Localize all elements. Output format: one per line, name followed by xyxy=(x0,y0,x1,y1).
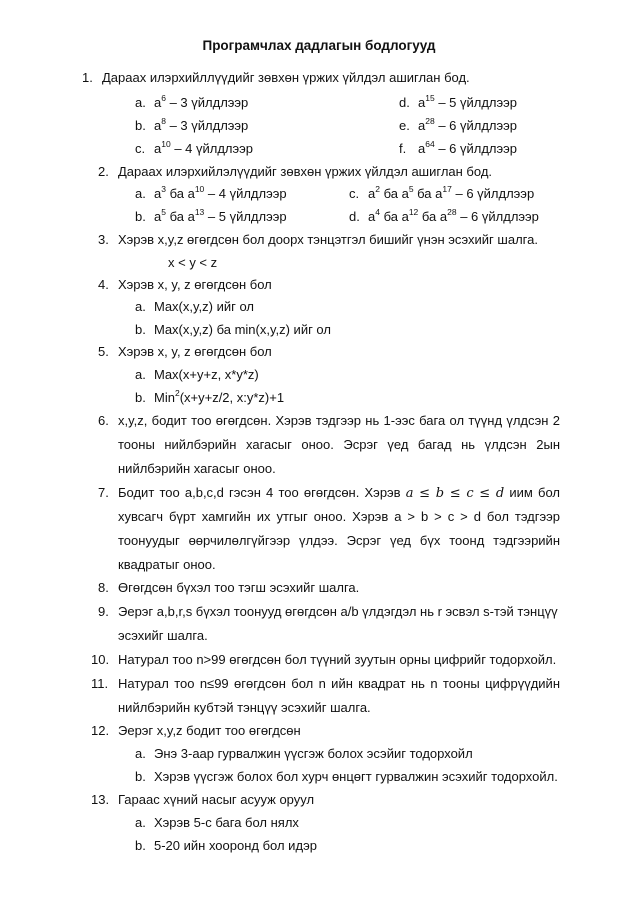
sub-item: $a^{10} - 4$ үйлдлээр xyxy=(154,138,254,156)
item-number: 6. xyxy=(98,413,109,428)
item-number: 3. xyxy=(98,232,109,247)
item-text: Эерэг a,b,r,s бүхэл тоонууд өгөгдсөн a/b үлдэгдэл нь r эсвэл s-тэй тэнцүү xyxy=(118,604,558,619)
item-text: нийлбэрийн хагасыг оноо. xyxy=(118,461,276,476)
item-text: Өгөгдсөн бүхэл тоо тэгш эсэхийг шалга. xyxy=(118,580,360,595)
sub-item: $a^2$ ба $a^5$ ба $a^{17} - 6$ үйлдлээр xyxy=(368,183,535,201)
item-number: 13. xyxy=(91,792,110,807)
sub-item: Max(x,y,z) ба min(x,y,z) ийг ол xyxy=(154,322,331,337)
sub-label: a. xyxy=(135,299,146,314)
sub-label: f. xyxy=(399,141,407,156)
sub-label: b. xyxy=(135,769,146,784)
item-number: 11. xyxy=(91,676,109,691)
item-number: 1. xyxy=(82,70,93,85)
item-number: 2. xyxy=(98,164,109,179)
sub-label: a. xyxy=(135,815,146,830)
sub-item: $a^3$ ба $a^{10} - 4$ үйлдлээр xyxy=(154,183,287,201)
item-text: Натурал тоо n>99 өгөгдсөн бол түүний зуутын орны цифрийг тодорхойл. xyxy=(118,652,557,667)
sub-label: a. xyxy=(135,95,146,110)
sub-item: $a^8 - 3$ үйлдлээр xyxy=(154,115,249,133)
sub-item: $a^6 - 3$ үйлдлээр xyxy=(154,92,249,110)
inequality: x < y < z xyxy=(168,255,218,270)
sub-item: Хэрэв үүсгэж болох бол хурч өнцөгт гурвалжин эсэхийг тодорхойл. xyxy=(154,769,558,784)
sub-label: e. xyxy=(399,118,410,133)
item-text: тооны нийлбэрийн хагасыг оноо. Эсрэг үед багад нь үлдсэн 2ын xyxy=(118,437,560,452)
item-text: хувсагч бүрт хамгийн их утгыг оноо. Хэрэв a > b > c > d бол тэдгээр xyxy=(118,509,560,524)
sub-label: b. xyxy=(135,838,146,853)
sub-label: d. xyxy=(399,95,410,110)
item-number: 7. xyxy=(98,485,109,500)
sub-label: a. xyxy=(135,186,146,201)
sub-item: $a^4$ ба $a^{12}$ ба $a^{28} - 6$ үйлдлээр xyxy=(368,206,539,224)
sub-item: 5-20 ийн хооронд бол идэр xyxy=(154,838,318,853)
sub-item: $a^{28} - 6$ үйлдлээр xyxy=(418,115,518,133)
sub-label: d. xyxy=(349,209,360,224)
sub-item: Min$^2$(x+y+z/2, x:y*z)+1 xyxy=(154,387,285,405)
item-text: тоонуудыг өөрчилөлгүйгээр үлдээ. Эсрэг үед бүх тоонд тэдгээрийн xyxy=(118,533,560,548)
item-text: эсэхийг шалга. xyxy=(118,628,208,643)
item-number: 9. xyxy=(98,604,109,619)
item-number: 10. xyxy=(91,652,110,667)
item-text: Хэрэв x,y,z өгөгдсөн бол доорх тэнцэтгэл бишийг үнэн эсэхийг шалга. xyxy=(118,232,538,247)
sub-label: b. xyxy=(135,209,146,224)
item-number: 8. xyxy=(98,580,109,595)
item-number: 4. xyxy=(98,277,109,292)
item-text: Дараах илэрхийллүүдийг зөвхөн үржих үйлдэл ашиглан бод. xyxy=(102,70,470,85)
page-title: Програмчлах дадлагын бодлогууд xyxy=(202,38,436,53)
sub-label: c. xyxy=(349,186,360,201)
sub-label: a. xyxy=(135,746,146,761)
item-text: нийлбэрийн кубтэй тэнцүү эсэхийг шалга. xyxy=(118,700,371,715)
sub-item: Энэ 3-аар гурвалжин үүсгэж болох эсэйиг тодорхойл xyxy=(154,746,473,761)
item-text: Дараах илэрхийлэлүүдийг зөвхөн үржих үйлдэл ашиглан бод. xyxy=(118,164,493,179)
sub-item: Хэрэв 5-с бага бол нялх xyxy=(154,815,299,830)
sub-label: a. xyxy=(135,367,146,382)
item-number: 5. xyxy=(98,344,109,359)
sub-label: c. xyxy=(135,141,146,156)
sub-item: $a^5$ ба $a^{13} - 5$ үйлдлээр xyxy=(154,206,287,224)
item-text: Бодит тоо a,b,c,d гэсэн 4 тоо өгөгдсөн. Хэрэв a ≤ b ≤ c ≤ d иим бол xyxy=(118,485,560,501)
item-text: Гараас хүний насыг асууж оруул xyxy=(118,792,315,807)
item-text: Хэрэв x, y, z өгөгдсөн бол xyxy=(118,344,272,359)
item-text: Эерэг x,y,z бодит тоо өгөгдсөн xyxy=(118,723,301,738)
sub-label: b. xyxy=(135,118,146,133)
item-text: x,y,z, бодит тоо өгөгдсөн. Хэрэв тэдгээр нь 1-ээс бага ол түүнд үлдсэн 2 xyxy=(118,413,560,428)
sub-label: b. xyxy=(135,390,146,405)
item-number: 12. xyxy=(91,723,110,738)
sub-item: $a^{15} - 5$ үйлдлээр xyxy=(418,92,518,110)
item-text: квадратыг оноо. xyxy=(118,557,216,572)
sub-item: Max(x,y,z) ийг ол xyxy=(154,299,254,314)
sub-item: Max(x+y+z, x*y*z) xyxy=(154,367,259,382)
sub-item: $a^{64} - 6$ үйлдлээр xyxy=(418,138,518,156)
item-text: Натурал тоо n≤99 өгөгдсөн бол n ийн квадрат нь n тооны цифрүүдийн xyxy=(118,676,561,691)
sub-label: b. xyxy=(135,322,146,337)
item-text: Хэрэв x, y, z өгөгдсөн бол xyxy=(118,277,272,292)
math-inequality: a ≤ b ≤ c ≤ d xyxy=(405,486,505,501)
